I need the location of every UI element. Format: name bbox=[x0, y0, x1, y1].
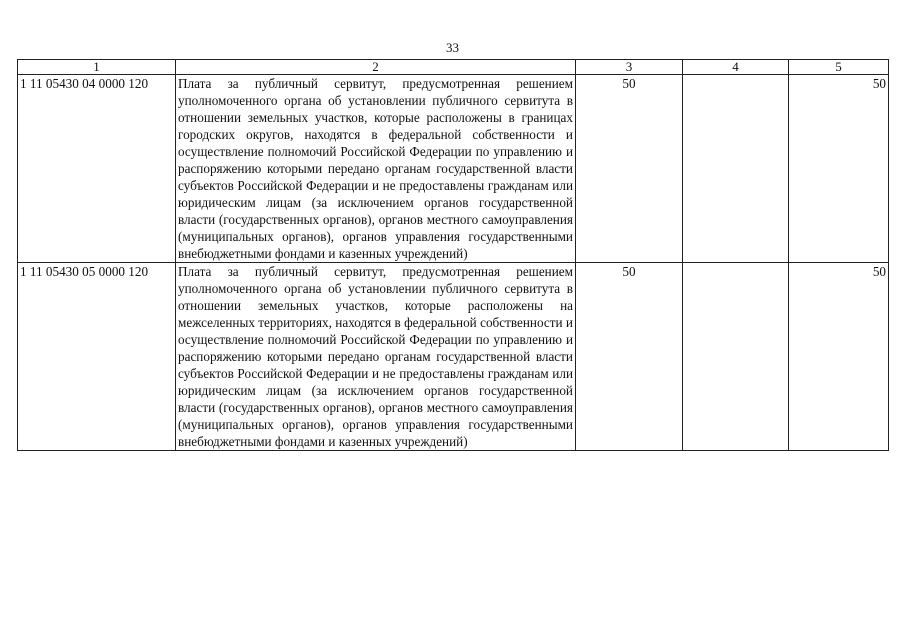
column-5-value: 50 bbox=[789, 263, 889, 451]
column-header-2: 2 bbox=[176, 60, 576, 75]
column-header-5: 5 bbox=[789, 60, 889, 75]
page-number: 33 bbox=[446, 40, 459, 55]
table-row bbox=[18, 263, 889, 451]
column-header-1: 1 bbox=[18, 60, 176, 75]
description-cell: Плата за публичный сервитут, предусмотренная решением уполномоченного органа об установлении публичного сервитута в отношении земельных участков, которые расположены в границах городских округов, находятся в федеральной собственности и осуществление полномочий Российской Федерации по управлению и распоряжению которыми передано органам государственной власти субъектов Российской Федерации и не предоставлены гражданам или юридическим лицам (за исключением органов государственной власти (государственных органов), органов местного самоуправления (муниципальных органов), органов управления государственными внебюджетными фондами и казенных учреждений) bbox=[176, 75, 576, 263]
revenue-code-cell: 1 11 05430 05 0000 120 bbox=[18, 263, 176, 451]
column-3-value: 50 bbox=[576, 263, 683, 451]
budget-table bbox=[17, 59, 889, 451]
description-cell: Плата за публичный сервитут, предусмотренная решением уполномоченного органа об установлении публичного сервитута в отношении земельных участков, которые расположены на межселенных территориях, находятся в федеральной собственности и осуществление полномочий Российской Федерации по управлению и распоряжению которыми передано органам государственной власти субъектов Российской Федерации и не предоставлены гражданам или юридическим лицам (за исключением органов государственной власти (государственных органов), органов местного самоуправления (муниципальных органов), органов управления государственными внебюджетными фондами и казенных учреждений) bbox=[176, 263, 576, 451]
column-4-value bbox=[683, 263, 789, 451]
column-header-4: 4 bbox=[683, 60, 789, 75]
column-4-value bbox=[683, 75, 789, 263]
column-5-value: 50 bbox=[789, 75, 889, 263]
revenue-code-cell: 1 11 05430 04 0000 120 bbox=[18, 75, 176, 263]
table-header-row bbox=[18, 60, 889, 75]
table-row bbox=[18, 75, 889, 263]
column-3-value: 50 bbox=[576, 75, 683, 263]
column-header-3: 3 bbox=[576, 60, 683, 75]
